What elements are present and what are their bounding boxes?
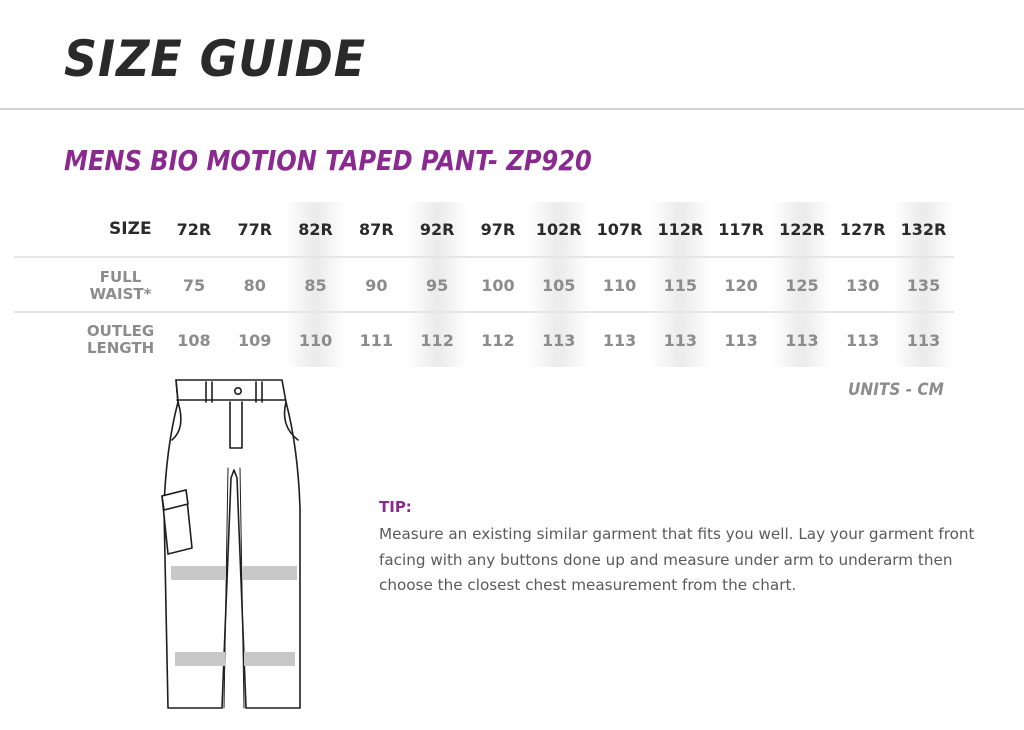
size-cell: 122R	[772, 202, 833, 256]
waist-row-label	[14, 258, 164, 313]
page-title: SIZE GUIDE	[64, 30, 367, 88]
units-label: UNITS - CM	[848, 380, 944, 400]
outleg-cell: 110	[285, 313, 346, 367]
size-cell: 102R	[528, 202, 589, 256]
size-cell: 127R	[839, 219, 886, 239]
waist-cell: 130	[846, 276, 880, 295]
waist-cell: 100	[481, 276, 515, 295]
waist-cell: 90	[365, 276, 388, 295]
waist-cell: 115	[650, 258, 711, 313]
outleg-cell: 111	[359, 330, 394, 350]
size-cell: 77R	[237, 219, 273, 239]
size-cell: 112R	[650, 202, 711, 256]
size-cell: 72R	[176, 219, 212, 239]
size-cell: 117R	[718, 219, 764, 239]
waist-cell: 135	[893, 258, 954, 313]
outleg-cell: 113	[772, 313, 833, 367]
waist-cell: 80	[243, 276, 266, 295]
outleg-cell: 112	[407, 313, 468, 367]
outleg-label-line2: LENGTH	[86, 339, 155, 357]
waist-label-line2: WAIST*	[89, 284, 152, 303]
waist-cell: 105	[528, 258, 589, 313]
outleg-cell: 113	[528, 313, 589, 367]
size-chart-table	[14, 202, 954, 362]
waist-row	[14, 256, 954, 313]
title-divider	[0, 108, 1024, 110]
size-cell: 132R	[893, 202, 954, 256]
outleg-cell: 113	[846, 330, 880, 350]
outleg-row-label	[14, 313, 164, 367]
outleg-cell: 113	[893, 313, 954, 367]
outleg-cell: 109	[238, 330, 272, 350]
outleg-label-line1: OUTLEG	[86, 322, 155, 340]
product-title: MENS BIO MOTION TAPED PANT- ZP920	[64, 144, 592, 177]
size-cell: 97R	[480, 219, 516, 239]
size-cell: 107R	[596, 219, 643, 239]
outleg-row	[14, 311, 954, 367]
waist-cell: 85	[285, 258, 346, 313]
waist-label-line1: FULL	[99, 267, 142, 286]
waist-cell: 120	[724, 276, 758, 295]
tip-label: TIP:	[379, 498, 412, 516]
outleg-cell: 108	[177, 330, 211, 350]
pant-illustration-icon	[156, 378, 312, 712]
waist-cell: 75	[182, 276, 206, 295]
size-row-label: SIZE	[109, 219, 152, 239]
size-cell: 82R	[285, 202, 346, 256]
waist-cell: 125	[772, 258, 833, 313]
tip-text: Measure an existing similar garment that fits you well. Lay your garment front facing with any buttons done up and measure under arm to underarm then choose the closest chest measurement from the chart.	[379, 525, 975, 594]
waist-cell: 110	[602, 276, 637, 295]
size-cell: 92R	[407, 202, 468, 256]
size-cell: 87R	[359, 219, 394, 239]
outleg-cell: 113	[724, 330, 758, 350]
outleg-cell: 112	[481, 330, 515, 350]
size-row	[14, 202, 954, 256]
outleg-cell: 113	[602, 330, 637, 350]
waist-cell: 95	[407, 258, 468, 313]
outleg-cell: 113	[650, 313, 711, 367]
